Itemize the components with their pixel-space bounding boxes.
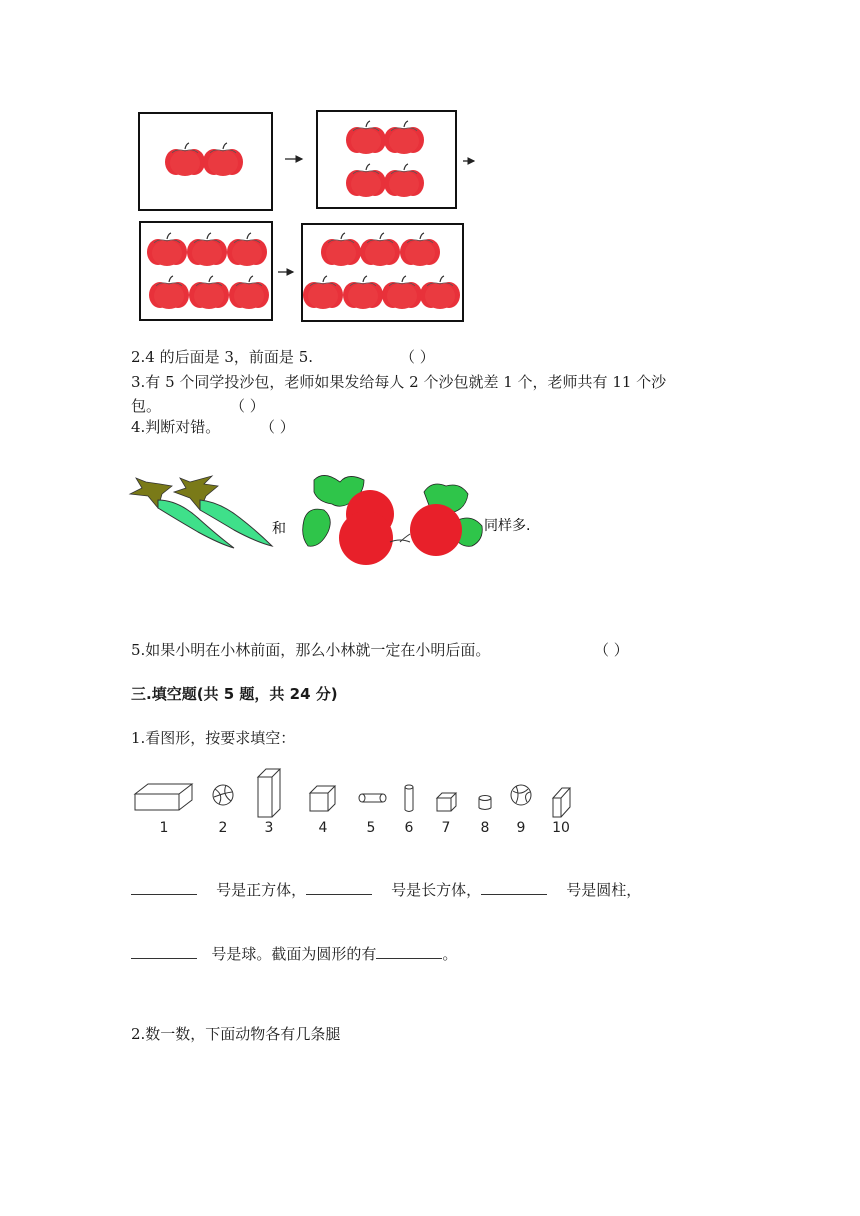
cube-label: 号是正方体， [216,881,307,899]
fill-question-1-title: 1.看图形，按要求填空： [131,729,296,747]
shape-number-6: 6 [404,820,414,836]
shape-number-9: 9 [516,820,526,836]
sphere-answer-blank[interactable] [131,944,197,959]
period: 。 [442,945,458,963]
carrots-radishes-figure [128,470,548,570]
question-4-answer-blank[interactable]: （ ） [260,418,295,436]
shapes-figure [130,762,580,842]
shape-number-1: 1 [159,820,169,836]
and-label: 和 [272,521,286,537]
cylinder-label: 号是圆柱， [566,881,642,899]
shape-number-3: 3 [264,820,274,836]
fill-question-1-line-1 [131,880,641,900]
question-5-answer-blank[interactable]: （ ） [594,641,629,659]
section-3-title: 三.填空题(共 5 题，共 24 分) [131,685,338,703]
question-2-text: 2.4 的后面是 3，前面是 5. [131,348,314,366]
sphere-label: 号是球。截面为圆形的有 [211,945,377,963]
same-amount-label: 同样多. [484,518,531,534]
cylinder-answer-blank[interactable] [481,880,547,895]
shape-number-7: 7 [441,820,451,836]
shape-number-2: 2 [218,820,228,836]
fill-question-1-line-2 [131,944,457,964]
question-2-answer-blank[interactable]: （ ） [400,348,435,366]
shape-number-8: 8 [480,820,490,836]
shape-number-4: 4 [318,820,328,836]
cuboid-answer-blank[interactable] [306,880,372,895]
fill-question-2-title: 2.数一数，下面动物各有几条腿 [131,1025,341,1043]
circle-section-answer-blank[interactable] [376,944,442,959]
apple-sequence-figure [130,105,475,330]
question-3-text-line2: 包。 [131,397,162,415]
shape-number-10: 10 [552,820,570,836]
question-5-text: 5.如果小明在小林前面，那么小林就一定在小明后面。 [131,641,491,659]
question-3-answer-blank[interactable]: （ ） [230,397,265,415]
cube-answer-blank[interactable] [131,880,197,895]
shape-number-5: 5 [366,820,376,836]
question-4-text: 4.判断对错。 [131,418,221,436]
cuboid-label: 号是长方体， [391,881,482,899]
question-3-text-line1: 3.有 5 个同学投沙包，老师如果发给每人 2 个沙包就差 1 个，老师共有 11 个沙 [131,373,667,391]
